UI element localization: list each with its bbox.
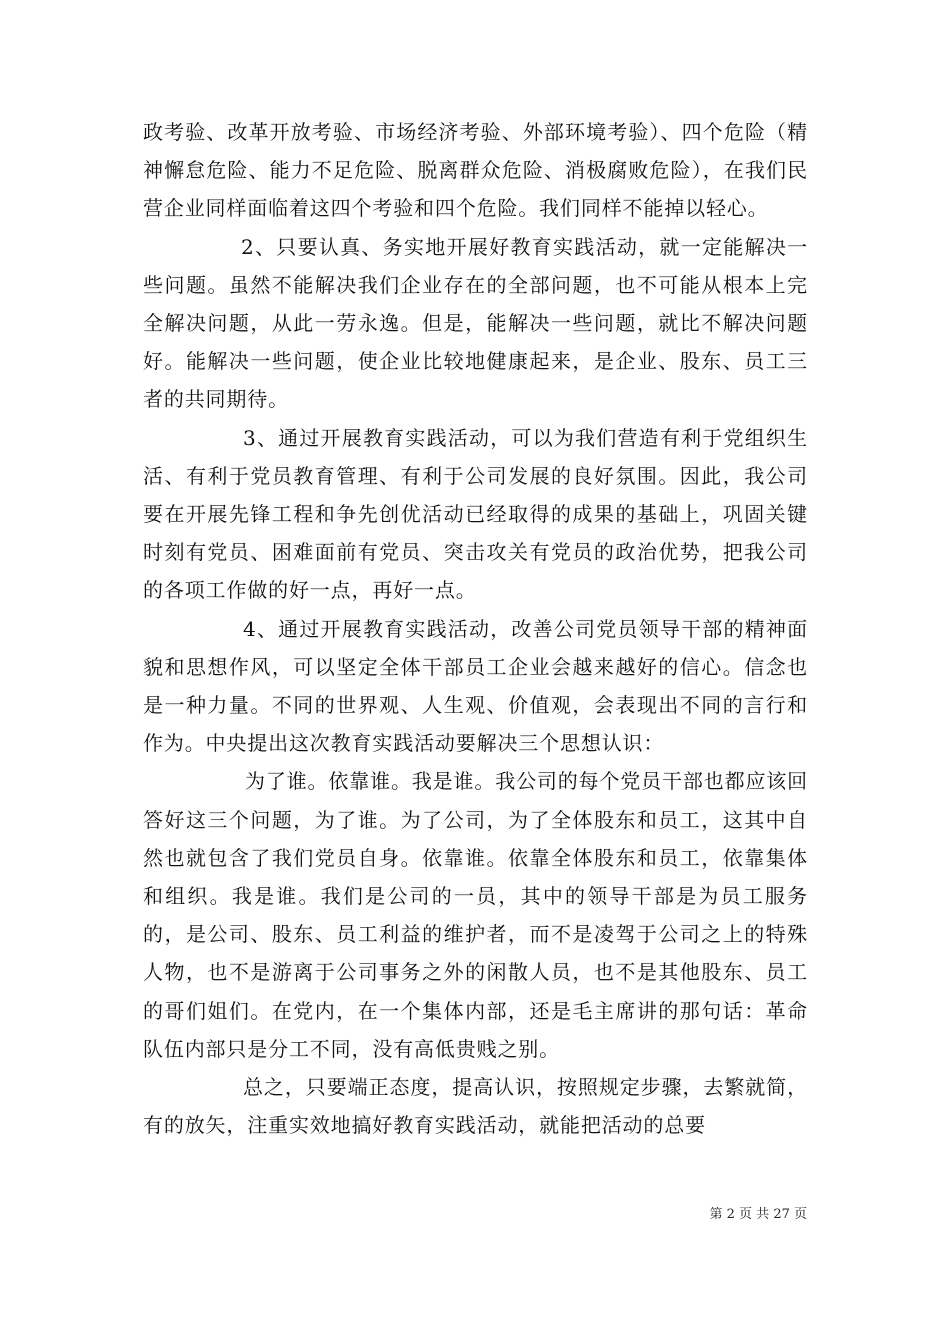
- page-number: 第 2 页 共 27 页: [709, 1207, 807, 1222]
- paragraph-5: 为了谁。依靠谁。我是谁。我公司的每个党员干部也都应该回答好这三个问题，为了谁。为了公司，为了全体股东和员工，这其中自然也就包含了我们党员自身。依靠谁。依靠全体股东和员工，依靠集体和组织。我是谁。我们是公司的一员，其中的领导干部是为员工服务的，是公司、股东、员工利益的维护者，而不是凌驾于公司之上的特殊人物，也不是游离于公司事务之外的闲散人员，也不是其他股东、员工的哥们姐们。在党内，在一个集体内部，还是毛主席讲的那句话：革命队伍内部只是分工不同，没有高低贵贱之别。: [143, 769, 808, 1061]
- paragraph-6: 总之，只要端正态度，提高认识，按照规定步骤，去繁就简，有的放矢，注重实效地搞好教育实践活动，就能把活动的总要: [143, 1075, 808, 1138]
- paragraph-2: 2、只要认真、务实地开展好教育实践活动，就一定能解决一些问题。虽然不能解决我们企业存在的全部问题，也不可能从根本上完全解决问题，从此一劳永逸。但是，能解决一些问题，就比不解决问题好。能解决一些问题，使企业比较地健康起来，是企业、股东、员工三者的共同期待。: [143, 234, 808, 412]
- document-body: [143, 113, 808, 1144]
- paragraph-4: 4、通过开展教育实践活动，改善公司党员领导干部的精神面貌和思想作风，可以坚定全体干部员工企业会越来越好的信心。信念也是一种力量。不同的世界观、人生观、价值观，会表现出不同的言行和作为。中央提出这次教育实践活动要解决三个思想认识：: [143, 616, 808, 756]
- paragraph-3: 3、通过开展教育实践活动，可以为我们营造有利于党组织生活、有利于党员教育管理、有利于公司发展的良好氛围。因此，我公司要在开展先锋工程和争先创优活动已经取得的成果的基础上，巩固关键时刻有党员、困难面前有党员、突击攻关有党员的政治优势，把我公司的各项工作做的好一点，再好一点。: [143, 425, 808, 603]
- paragraph-1: 政考验、改革开放考验、市场经济考验、外部环境考验）、四个危险（精神懈怠危险、能力不足危险、脱离群众危险、消极腐败危险），在我们民营企业同样面临着这四个考验和四个危险。我们同样不能掉以轻心。: [143, 120, 808, 221]
